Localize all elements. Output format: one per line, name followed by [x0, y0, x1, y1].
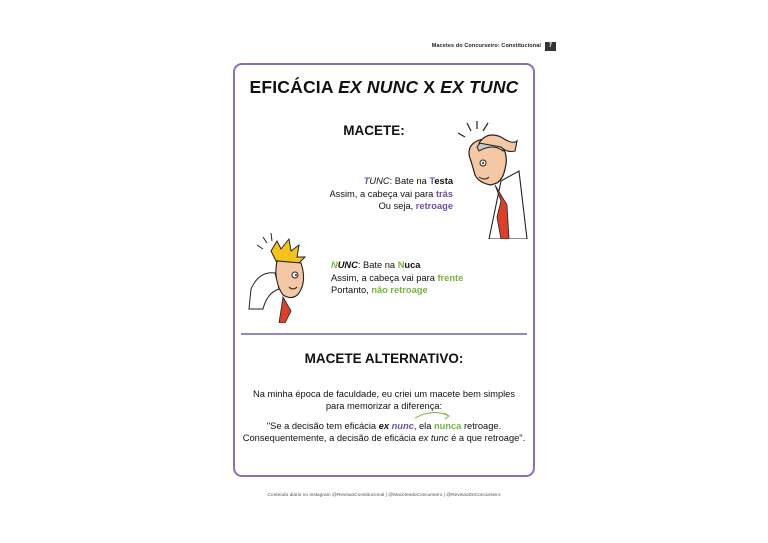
nunc-line2: Assim, a cabeça vai para frente [331, 272, 464, 283]
content-card [233, 63, 535, 477]
tunc-line3: Ou seja, retroage [378, 201, 453, 211]
tunc-line2: Assim, a cabeça vai para trás [329, 188, 453, 199]
page-number: 7 [545, 42, 556, 51]
running-header [424, 40, 556, 52]
alternativo-intro [235, 389, 533, 412]
nunc-mnemonic [331, 259, 521, 297]
nunc-line3: Portanto, não retroage [331, 285, 428, 295]
macete-heading: MACETE: [343, 123, 405, 138]
title-ex-nunc: EX NUNC [338, 77, 419, 97]
tunc-mnemonic [295, 175, 453, 213]
man-hand-on-forehead-illustration [457, 121, 531, 239]
section-divider [241, 333, 527, 335]
title-part1: EFICÁCIA [249, 77, 339, 97]
running-title: Macetes do Concurseiro: Constitucional [431, 43, 541, 49]
tunc-line1: TUNC: Bate na Testa [363, 176, 453, 186]
nunc-line1: NUNC: Bate na Nuca [331, 260, 421, 270]
footer: Conteúdo diário no Instagram @RevisaoConstitucional | @MacetesdoConcurseiro | @RevisaoDeConcurseiro [267, 493, 501, 498]
title-x: X [418, 77, 441, 97]
intro-line1: Na minha época de faculdade, eu criei um macete bem simples [253, 389, 515, 399]
arrow-icon [413, 410, 453, 420]
macete-alternativo-heading: MACETE ALTERNATIVO: [304, 351, 464, 366]
quote-line1: "Se a decisão tem eficácia ex nunc, ela nunca retroage. [266, 421, 502, 431]
alternativo-quote [235, 421, 533, 444]
intro-line2: para memorizar a diferença: [325, 400, 443, 411]
page-title [235, 77, 533, 98]
quote-line2: Consequentemente, a decisão de eficácia ex tunc é a que retroage". [242, 432, 526, 443]
title-ex-tunc: EX TUNC [440, 77, 519, 97]
boy-hand-on-nape-illustration [241, 231, 325, 323]
